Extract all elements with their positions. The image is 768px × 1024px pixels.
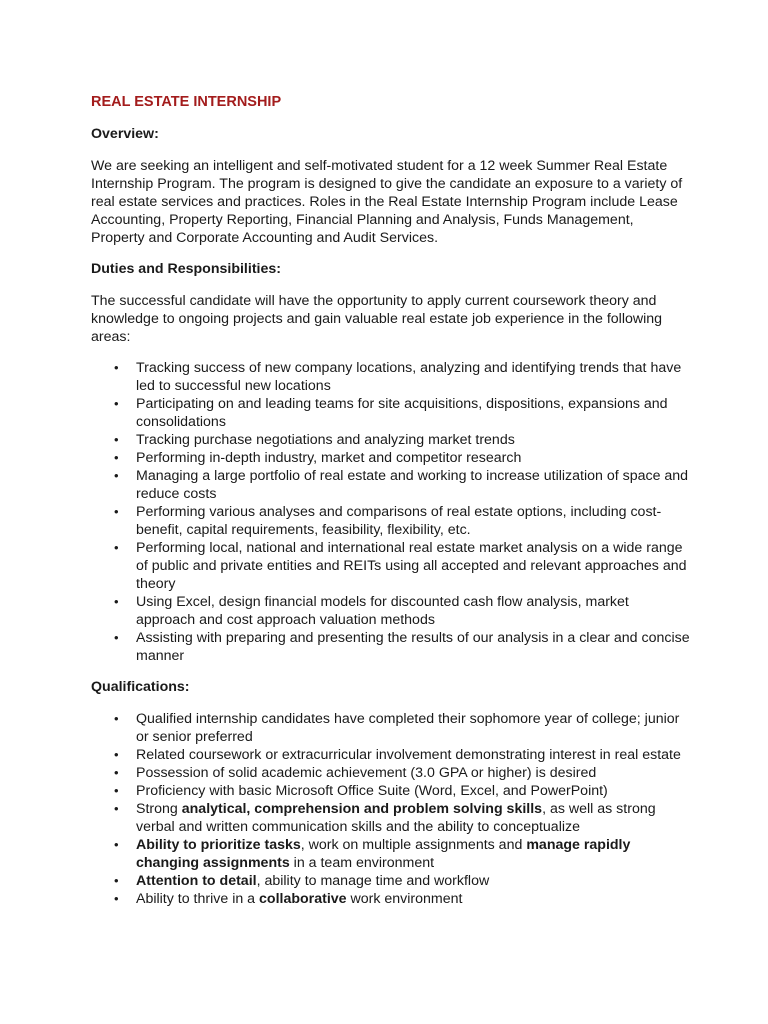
- document-title: REAL ESTATE INTERNSHIP: [91, 94, 282, 110]
- duty-item-text: Tracking success of new company locations, analyzing and identifying trends that have led to successful new locations: [136, 360, 682, 394]
- duty-item-text: Assisting with preparing and presenting the results of our analysis in a clear and concise manner: [136, 630, 690, 664]
- overview-heading: Overview:: [91, 126, 159, 142]
- duty-item-text: Performing local, national and international real estate market analysis on a wide range of public and private entities and REITs using all accepted and relevant approaches and theory: [136, 540, 687, 592]
- duty-item: [91, 467, 691, 503]
- bullet-icon: •: [114, 747, 119, 762]
- bullet-icon: •: [114, 891, 119, 906]
- bullet-icon: •: [114, 432, 119, 447]
- qualification-text: Ability to thrive in a: [136, 891, 260, 907]
- bullet-icon: •: [114, 360, 119, 375]
- qualification-text: Related coursework or extracurricular involvement demonstrating interest in real estate: [136, 747, 681, 763]
- overview-text: We are seeking an intelligent and self-motivated student for a 12 week Summer Real Estate Internship Program. The program is designed to give the candidate an exposure to a variety of real estate services and practices. Roles in the Real Estate Internship Program include Lease Accounting, Property Reporting, Financial Planning and Analysis, Funds Management, Property and Corporate Accounting and Audit Services.: [91, 158, 683, 246]
- duty-item: [91, 359, 691, 395]
- duties-intro: The successful candidate will have the opportunity to apply current coursework theory and knowledge to ongoing projects and gain valuable real estate job experience in the following areas:: [91, 293, 663, 345]
- qualification-text: Possession of solid academic achievement (3.0 GPA or higher) is desired: [136, 765, 597, 781]
- duty-item: [91, 449, 691, 467]
- bullet-icon: •: [114, 594, 119, 609]
- qualification-emphasis: Attention to detail: [136, 873, 257, 889]
- bullet-icon: •: [114, 468, 119, 483]
- bullet-icon: •: [114, 450, 119, 465]
- bullet-icon: •: [114, 765, 119, 780]
- duty-item: [91, 539, 691, 593]
- bullet-icon: •: [114, 504, 119, 519]
- qualification-item: [91, 710, 691, 746]
- bullet-icon: •: [114, 801, 119, 816]
- qualification-text: , as well as strong verbal and written communication skills and the ability to conceptualize: [136, 801, 656, 835]
- duty-item-text: Performing in-depth industry, market and competitor research: [136, 450, 522, 466]
- qualifications-heading: Qualifications:: [91, 679, 190, 695]
- bullet-icon: •: [114, 837, 119, 852]
- qualification-item: [91, 800, 691, 836]
- bullet-icon: •: [114, 783, 119, 798]
- duty-item: [91, 629, 691, 665]
- qualification-item: [91, 872, 691, 890]
- qualification-item: [91, 782, 691, 800]
- duty-item-text: Tracking purchase negotiations and analyzing market trends: [136, 432, 515, 448]
- duty-item-text: Performing various analyses and comparisons of real estate options, including cost-benefit, capital requirements, feasibility, flexibility, etc.: [136, 504, 662, 538]
- duty-item: [91, 431, 691, 449]
- bullet-icon: •: [114, 873, 119, 888]
- qualification-item: [91, 746, 691, 764]
- bullet-icon: •: [114, 396, 119, 411]
- qualification-text: in a team environment: [289, 855, 435, 871]
- duties-list: [91, 359, 691, 665]
- qualification-item: [91, 764, 691, 782]
- qualification-text: Proficiency with basic Microsoft Office Suite (Word, Excel, and PowerPoint): [136, 783, 608, 799]
- qualification-text: , ability to manage time and workflow: [256, 873, 490, 889]
- bullet-icon: •: [114, 540, 119, 555]
- duty-item-text: Managing a large portfolio of real estate and working to increase utilization of space and reduce costs: [136, 468, 689, 502]
- qualification-item: [91, 836, 691, 872]
- qualification-emphasis: analytical, comprehension and problem solving skills: [181, 801, 543, 817]
- document-content: [91, 93, 691, 921]
- qualifications-list: [91, 710, 691, 908]
- qualification-text: Strong: [136, 801, 182, 817]
- bullet-icon: •: [114, 630, 119, 645]
- duty-item: [91, 593, 691, 629]
- qualification-emphasis: Ability to prioritize tasks: [136, 837, 301, 853]
- bullet-icon: •: [114, 711, 119, 726]
- duties-heading: Duties and Responsibilities:: [91, 261, 281, 277]
- duty-item-text: Participating on and leading teams for site acquisitions, dispositions, expansions and consolidations: [136, 396, 668, 430]
- qualification-text: work environment: [346, 891, 463, 907]
- qualification-item: [91, 890, 691, 908]
- qualification-emphasis: collaborative: [259, 891, 347, 907]
- duty-item: [91, 395, 691, 431]
- qualification-emphasis: manage rapidly changing assignments: [136, 837, 631, 871]
- duty-item: [91, 503, 691, 539]
- duty-item-text: Using Excel, design financial models for discounted cash flow analysis, market approach and cost approach valuation methods: [136, 594, 629, 628]
- qualification-text: , work on multiple assignments and: [300, 837, 527, 853]
- qualification-text: Qualified internship candidates have completed their sophomore year of college; junior or senior preferred: [136, 711, 680, 745]
